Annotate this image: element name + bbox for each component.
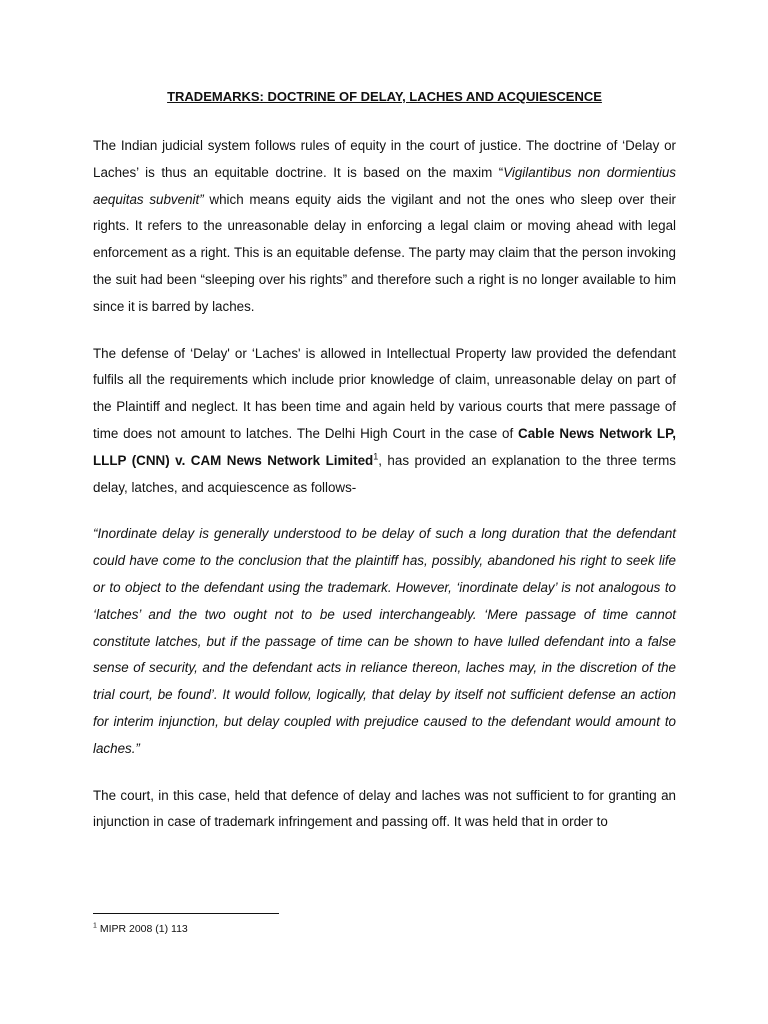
paragraph-text: The court, in this case, held that defence of delay and laches was not sufficient to for granting an injunction in case of trademark infringement and passing off. It was held that in order to [93, 787, 676, 830]
quoted-paragraph [93, 521, 676, 762]
paragraph-text: “Inordinate delay is generally understood to be delay of such a long duration that the defendant could have come to the conclusion that the plaintiff has, possibly, abandoned his right to seek life or to object to the defendant using the trademark. However, ‘inordinate delay’ is not analogous to ‘latches’ and the two ought not to be used interchangeably. ‘Mere passage of time cannot constitute latches, but if the passage of time can be shown to have lulled defendant into a false sense of security, and the defendant acts in reliance thereon, laches may, in the discretion of the trial court, be found’. It would follow, logically, that delay by itself not sufficient defense an action for interim injunction, but delay coupled with prejudice caused to the defendant would amount to laches.” [93, 526, 676, 756]
document-title: TRADEMARKS: DOCTRINE OF DELAY, LACHES AND ACQUIESCENCE [167, 89, 602, 104]
body-paragraph [93, 783, 676, 837]
paragraph-text: which means equity aids the vigilant and not the ones who sleep over their rights. It refers to the unreasonable delay in enforcing a legal claim or moving ahead with legal enforcement as a right. This is an equitable defense. The party may claim that the person invoking the suit had been “sleeping over his rights” and therefore such a right is no longer available to him since it is barred by laches. [93, 191, 677, 314]
body-paragraph [93, 133, 676, 321]
paragraph-text: The Indian judicial system follows rules of equity in the court of justice. The doctrine of ‘Delay or Laches’ is thus an equitable doctrine. It is based on the maxim “ [93, 138, 676, 180]
footnote-reference: 1 [373, 451, 379, 462]
footnote-marker: 1 [93, 922, 97, 930]
document-page [93, 88, 676, 856]
footnote-separator [93, 913, 279, 914]
paragraph-text: The defense of ‘Delay' or ‘Laches' is allowed in Intellectual Property law provided the defendant fulfils all the requirements which include prior knowledge of claim, unreasonable delay on part of the Plaintiff and neglect. It has been time and again held by various courts that mere passage of time does not amount to latches. The Delhi High Court in the case of [93, 345, 676, 441]
body-paragraph [93, 341, 676, 502]
case-name: Cable News Network LP, LLLP (CNN) v. CAM News Network Limited [93, 425, 676, 468]
maxim-text: Vigilantibus non dormientius aequitas subvenit” [93, 164, 676, 207]
footnote-text: MIPR 2008 (1) 113 [96, 923, 188, 935]
footnote [93, 922, 188, 936]
document-body [93, 133, 676, 836]
paragraph-text: , has provided an explanation to the three terms delay, latches, and acquiescence as follows- [93, 452, 676, 495]
